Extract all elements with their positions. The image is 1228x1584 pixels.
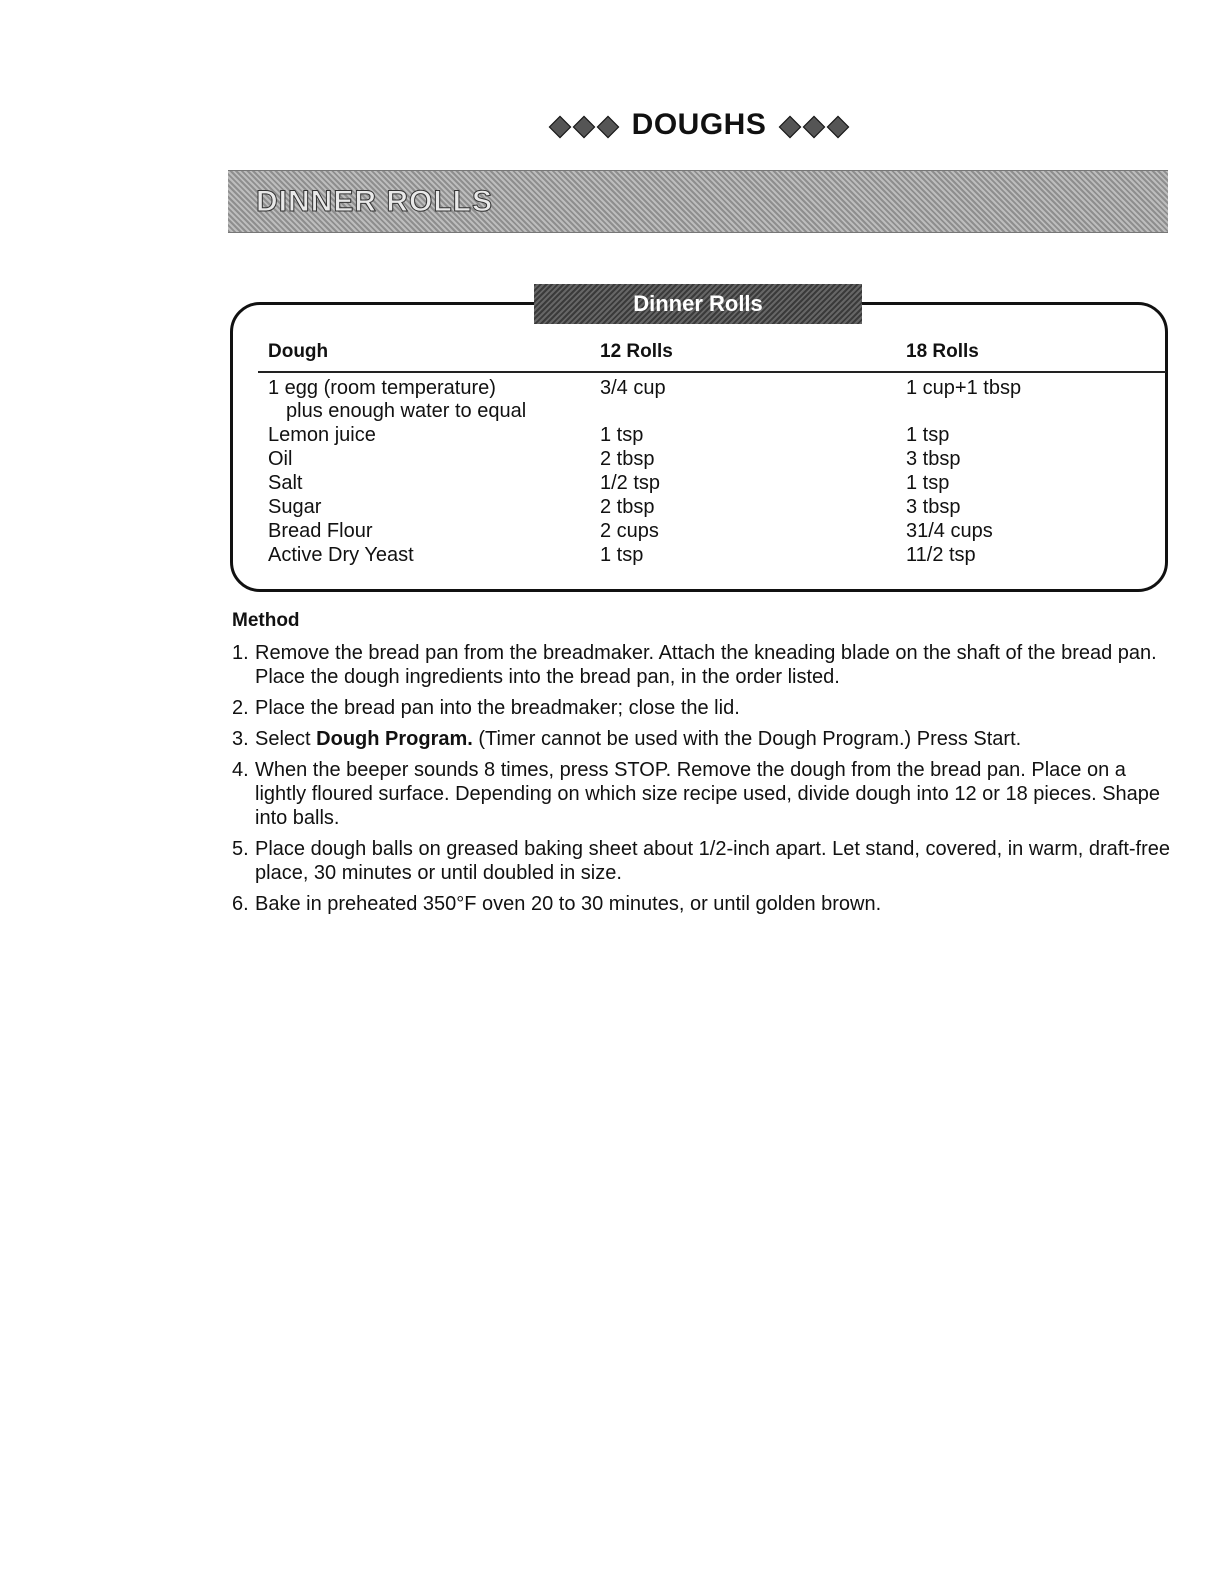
- method-step: [232, 641, 1172, 689]
- method-steps: [232, 641, 1172, 923]
- section-title: [0, 108, 1228, 143]
- ingredient-name: Oil: [268, 448, 293, 470]
- recipe-banner: [228, 170, 1168, 233]
- step-number: 2.: [232, 697, 249, 719]
- amount-18-rolls: 1 cup+1 tbsp: [906, 377, 1022, 399]
- diamond-ornament-right: [778, 109, 850, 143]
- ingredient-name: 1 egg (room temperature): [268, 377, 496, 399]
- amount-18-rolls: 3 tbsp: [906, 496, 961, 518]
- step-text-before: Select: [255, 728, 317, 750]
- amount-12-rolls: 1 tsp: [600, 424, 644, 446]
- ingredient-name: Salt: [268, 472, 303, 494]
- amount-18-rolls: 11/2 tsp: [906, 544, 976, 566]
- step-text-after: (Timer cannot be used with the Dough Program.) Press Start.: [472, 728, 1022, 750]
- amount-18-rolls: 1 tsp: [906, 472, 950, 494]
- amount-12-rolls: 2 tbsp: [600, 496, 655, 518]
- amount-12-rolls: 2 tbsp: [600, 448, 655, 470]
- method-step: [232, 727, 1172, 751]
- step-text-bold: Dough Program.: [316, 728, 473, 750]
- banner-title: DINNER ROLLS: [256, 185, 493, 218]
- recipe-box-title: Dinner Rolls: [534, 284, 862, 324]
- method-step: [232, 696, 1172, 720]
- step-number: 4.: [232, 759, 249, 781]
- step-text: Remove the bread pan from the breadmaker. Attach the kneading blade on the shaft of the bread pan. Place the dough ingredients into the bread pan, in the order listed.: [255, 642, 1157, 688]
- method-step: [232, 837, 1172, 885]
- ingredient-name: Lemon juice: [268, 424, 376, 446]
- method-step: [232, 758, 1172, 830]
- column-header-12-rolls: 12 Rolls: [600, 341, 673, 362]
- header-divider: [258, 371, 1166, 373]
- section-title-text: DOUGHS: [631, 108, 767, 141]
- column-header-dough: Dough: [268, 341, 329, 362]
- amount-12-rolls: 1 tsp: [600, 544, 644, 566]
- ingredient-name: Bread Flour: [268, 520, 373, 542]
- step-text: Bake in preheated 350°F oven 20 to 30 minutes, or until golden brown.: [255, 893, 882, 915]
- amount-18-rolls: 31/4 cups: [906, 520, 993, 542]
- step-text: [255, 727, 1172, 751]
- ingredient-name: Active Dry Yeast: [268, 544, 414, 566]
- amount-18-rolls: 3 tbsp: [906, 448, 961, 470]
- ingredient-name: Sugar: [268, 496, 322, 518]
- column-header-18-rolls: 18 Rolls: [906, 341, 979, 362]
- step-text: Place dough balls on greased baking sheet about 1/2-inch apart. Let stand, covered, in warm, draft-free place, 30 minutes or until doubled in size.: [255, 838, 1170, 884]
- step-number: 6.: [232, 893, 249, 915]
- step-text: Place the bread pan into the breadmaker; close the lid.: [255, 697, 740, 719]
- amount-12-rolls: 3/4 cup: [600, 377, 666, 399]
- method-step: [232, 892, 1172, 916]
- diamond-ornament-left: [548, 109, 620, 143]
- method-heading: Method: [232, 610, 300, 631]
- ingredient-name-continued: plus enough water to equal: [286, 400, 527, 422]
- step-number: 3.: [232, 728, 249, 750]
- step-text: When the beeper sounds 8 times, press STOP. Remove the dough from the bread pan. Place on a lightly floured surface. Depending on which size recipe used, divide dough into 12 or 18 pieces. Shape into balls.: [255, 759, 1161, 829]
- amount-12-rolls: 1/2 tsp: [600, 472, 661, 494]
- step-number: 1.: [232, 642, 249, 664]
- amount-18-rolls: 1 tsp: [906, 424, 950, 446]
- step-number: 5.: [232, 838, 249, 860]
- amount-12-rolls: 2 cups: [600, 520, 659, 542]
